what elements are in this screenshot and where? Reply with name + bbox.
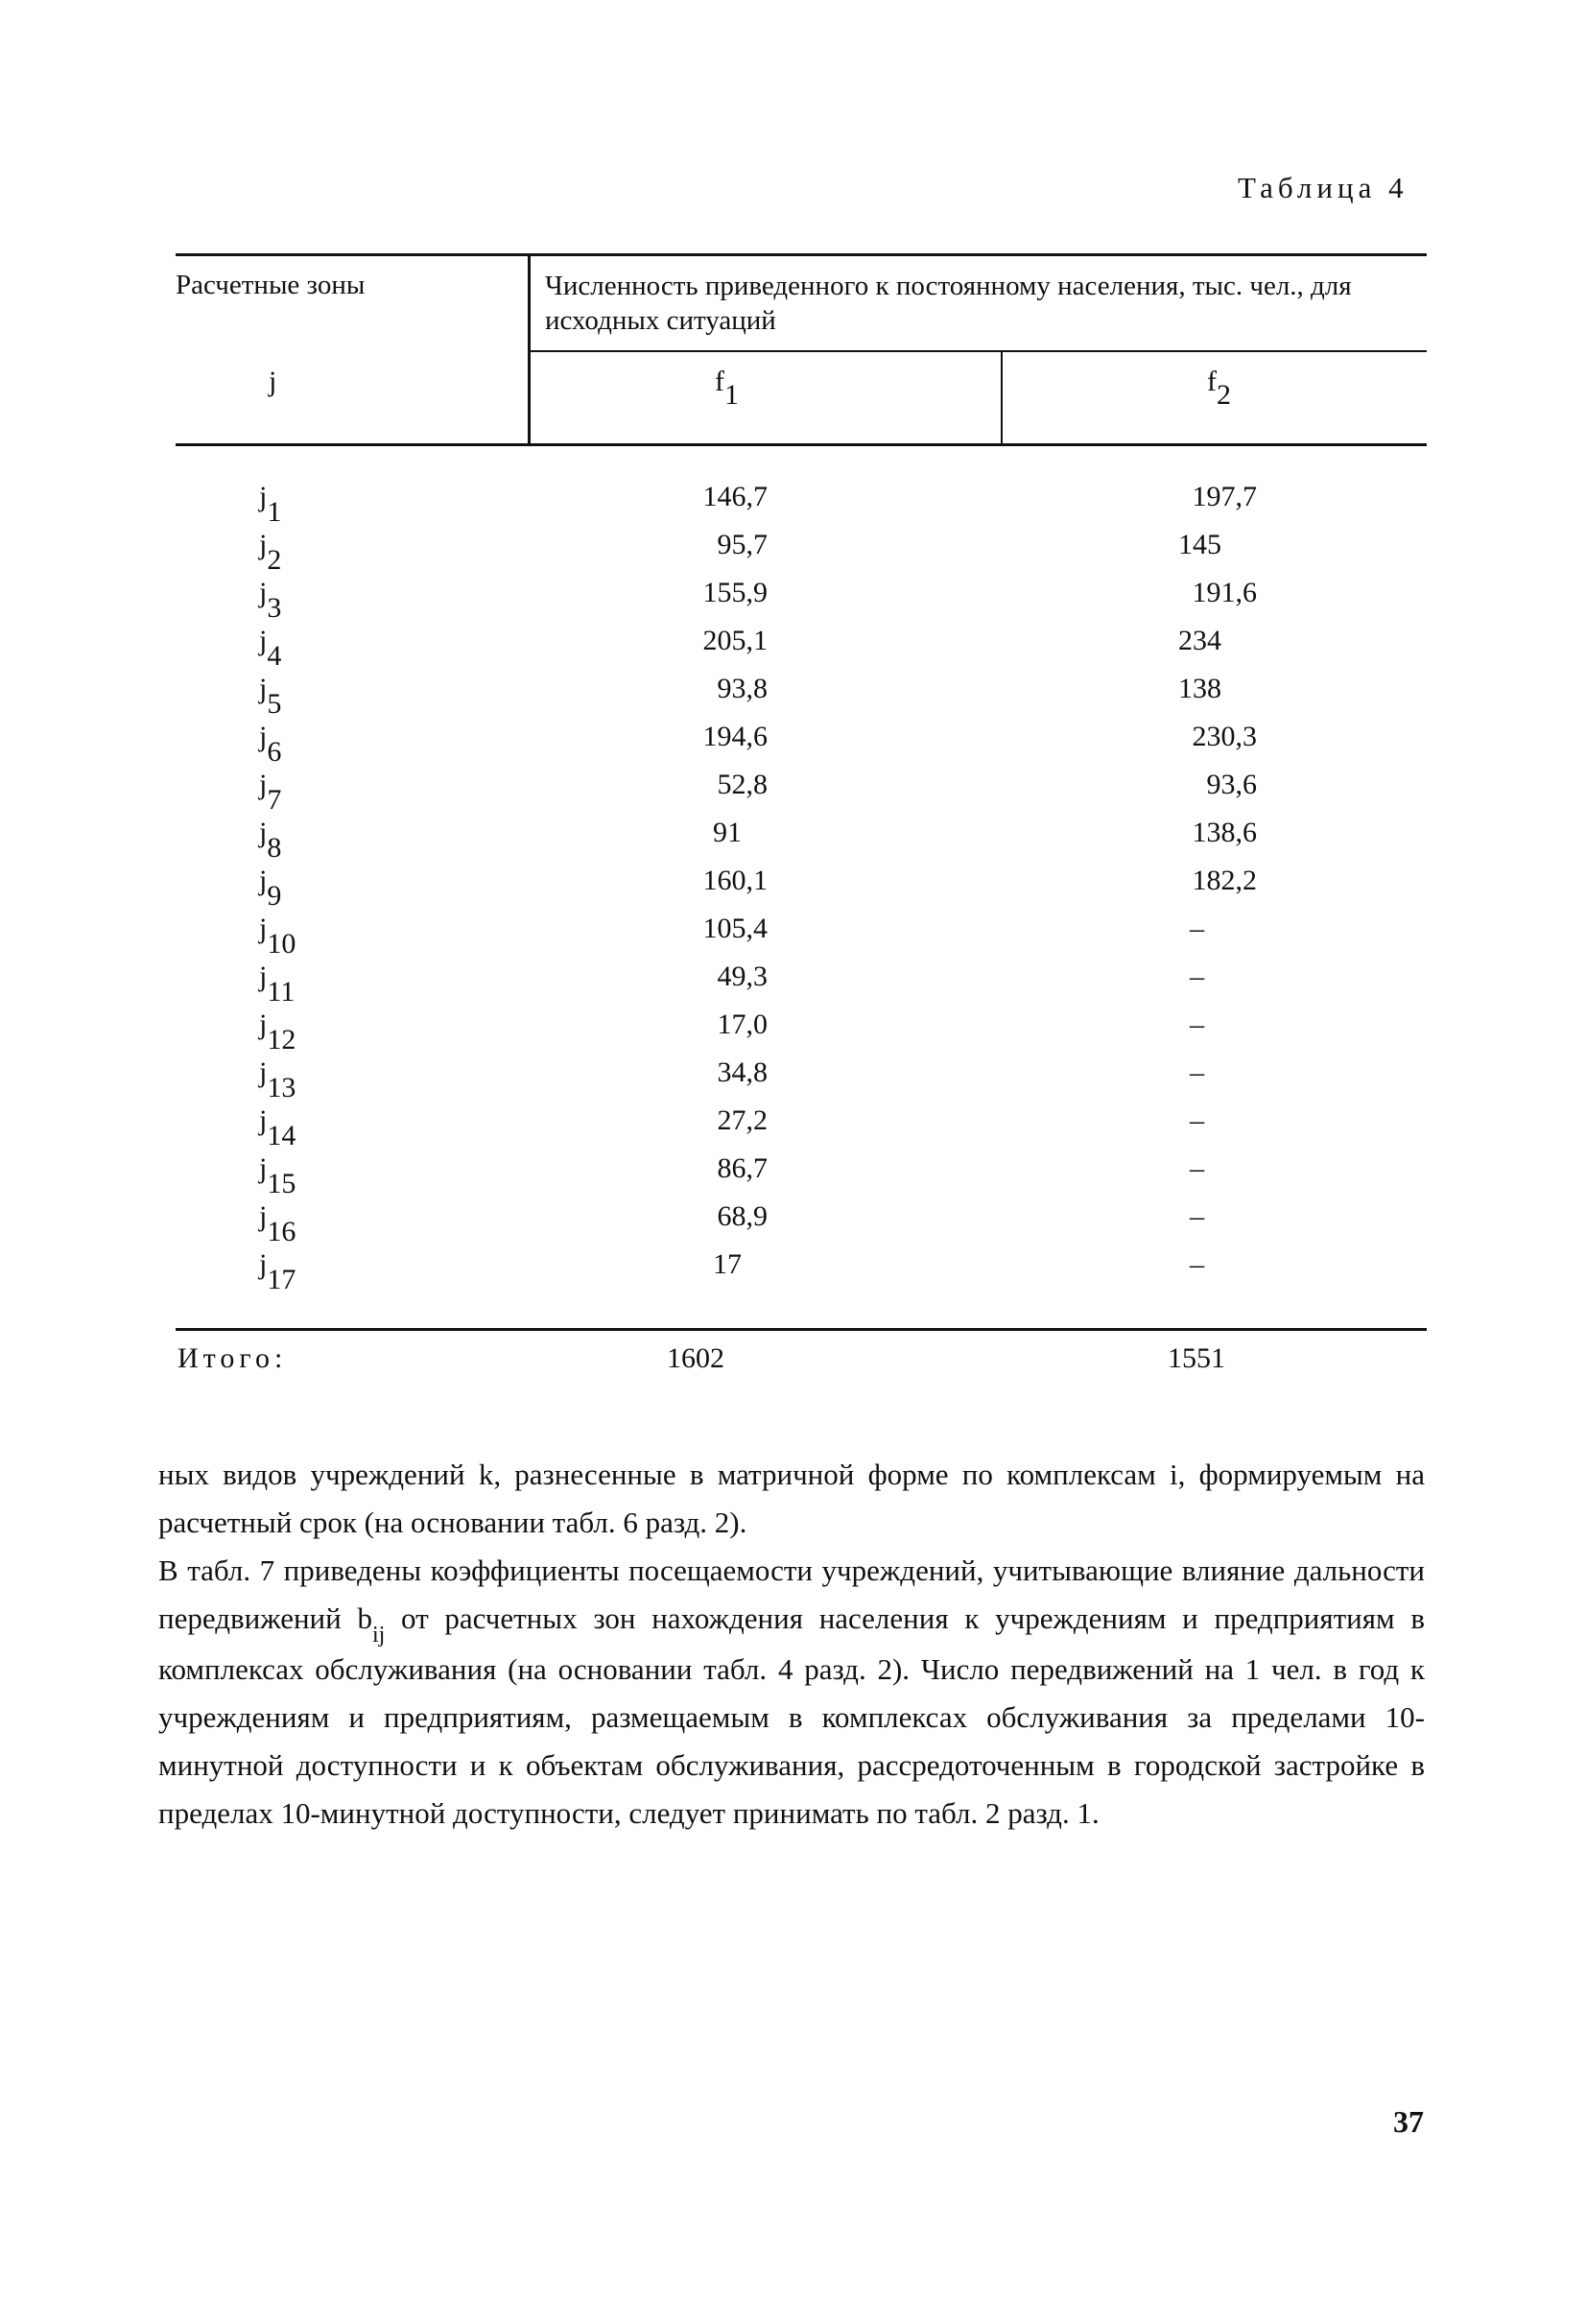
f1-cell: 160,1 (702, 865, 768, 896)
f1-cell: 194,6 (702, 721, 768, 752)
zone-column-header: Расчетные зоны (176, 270, 366, 300)
zone-cell: $j_{11}$ (259, 960, 296, 1008)
body-text (158, 1451, 1425, 1838)
zone-cell: $j_8$ (259, 817, 282, 864)
f2-cell: 230,3 (1192, 721, 1257, 752)
table-row (0, 866, 1586, 914)
f1-cell: 91 (713, 817, 742, 848)
page-number: 37 (1393, 2104, 1424, 2139)
zone-cell: $j_5$ (259, 673, 282, 720)
f1-cell: 17,0 (717, 1008, 768, 1040)
paragraph-table7 (158, 1547, 1425, 1838)
table-row (0, 1106, 1586, 1154)
table-row (0, 771, 1586, 818)
f2-cell: 93,6 (1206, 769, 1257, 800)
f2-cell: 145 (1178, 529, 1221, 560)
f2-cell: – (1190, 1008, 1204, 1040)
zone-column-symbol (269, 368, 276, 396)
zone-cell: $j_{13}$ (259, 1056, 296, 1103)
zone-cell: $j_1$ (259, 481, 282, 528)
header-divider-vertical (528, 253, 531, 445)
f2-cell: 234 (1178, 625, 1221, 656)
header-column-divider (1001, 350, 1003, 445)
table-top-rule (176, 253, 1427, 256)
total-f2-value: 1551 (1168, 1342, 1225, 1374)
zone-cell: $j_3$ (259, 577, 282, 624)
f1-cell: 49,3 (717, 960, 768, 992)
f2-cell: 138 (1178, 673, 1221, 704)
table-row (0, 579, 1586, 627)
table-row (0, 723, 1586, 771)
f2-cell: – (1190, 1152, 1204, 1184)
f2-column-header (1207, 366, 1231, 411)
f2-cell: 191,6 (1192, 577, 1257, 608)
f1-cell: 146,7 (702, 481, 768, 512)
population-column-header: Численность приведенного к постоянному населения, тыс. чел., для исходных ситуаций (545, 271, 1352, 336)
header-bottom-rule (176, 443, 1427, 446)
f2-cell: – (1190, 960, 1204, 992)
zone-cell: $j_{12}$ (259, 1008, 296, 1055)
f1-cell: 95,7 (717, 529, 768, 560)
total-label: Итого: (178, 1342, 288, 1374)
table-row (0, 1058, 1586, 1106)
zone-cell: $j_{14}$ (259, 1104, 296, 1151)
f1-cell: 27,2 (717, 1104, 768, 1136)
total-f1-value: 1602 (667, 1342, 724, 1374)
f1-cell: 34,8 (717, 1056, 768, 1088)
table-row (0, 1250, 1586, 1298)
f1-cell: 86,7 (717, 1152, 768, 1184)
zone-cell: $j_{15}$ (259, 1152, 296, 1199)
f1-cell: 155,9 (702, 577, 768, 608)
f2-cell: – (1190, 1248, 1204, 1280)
table-bottom-rule (176, 1328, 1427, 1331)
f1-column-header (715, 366, 739, 411)
table-row (0, 962, 1586, 1010)
paragraph-table7-part1: В табл. 7 приведены коэффициенты посещаемости учреждений, учитывающие влияние дальности передвижений b (158, 1553, 1425, 1635)
table-row (0, 1154, 1586, 1202)
f1-cell: 52,8 (717, 769, 768, 800)
f2-cell: – (1190, 913, 1204, 944)
table-row (0, 483, 1586, 531)
zone-cell: $j_6$ (259, 721, 282, 768)
zone-cell: $j_{16}$ (259, 1200, 296, 1247)
f2-cell: 182,2 (1192, 865, 1257, 896)
f1-cell: 68,9 (717, 1200, 768, 1232)
paragraph-continuation: ных видов учреждений k, разнесенные в матричной форме по комплексам i, формируемым на расчетный срок (на основании табл. 6 разд. 2). (158, 1458, 1425, 1539)
f2-index: 2 (1217, 379, 1231, 411)
table-row (0, 1010, 1586, 1058)
f1-symbol: f (715, 366, 724, 397)
table-row (0, 1202, 1586, 1250)
table-row (0, 675, 1586, 723)
f2-cell: 197,7 (1192, 481, 1257, 512)
table-row (0, 627, 1586, 675)
f2-symbol: f (1207, 366, 1217, 397)
table-row (0, 818, 1586, 866)
f1-cell: 105,4 (702, 913, 768, 944)
paragraph-table7-part2: от расчетных зон нахождения населения к учреждениям и предприятиям в комплексах обслуживания (на основании табл. 4 разд. 2). Число передвижений на 1 чел. в год к учреждениям и предприятиям, размещаемым в комплексах обслуживания за пределами 10-минутной доступности и к объектам обслуживания, рассредоточенным в городской застройке в пределах 10-минутной доступности, следует принимать по табл. 2 разд. 1. (158, 1601, 1425, 1830)
zone-cell: $j_2$ (259, 529, 282, 576)
table-row (0, 914, 1586, 962)
header-subdivider-horizontal (528, 350, 1427, 352)
f2-cell: – (1190, 1104, 1204, 1136)
f2-cell: – (1190, 1056, 1204, 1088)
table-row (0, 531, 1586, 579)
b-subscript: ij (371, 1623, 386, 1648)
zone-cell: $j_{10}$ (259, 913, 296, 960)
f1-index: 1 (724, 379, 739, 411)
zone-cell: $j_{17}$ (259, 1248, 296, 1295)
zone-symbol-text: j (269, 366, 277, 397)
f2-cell: – (1190, 1200, 1204, 1232)
f1-cell: 17 (713, 1248, 742, 1280)
table-caption: Таблица 4 (1238, 171, 1408, 204)
f2-cell: 138,6 (1192, 817, 1257, 848)
zone-cell: $j_7$ (259, 769, 282, 816)
f1-cell: 205,1 (702, 625, 768, 656)
f1-cell: 93,8 (717, 673, 768, 704)
zone-cell: $j_4$ (259, 625, 282, 672)
zone-cell: $j_9$ (259, 865, 282, 912)
